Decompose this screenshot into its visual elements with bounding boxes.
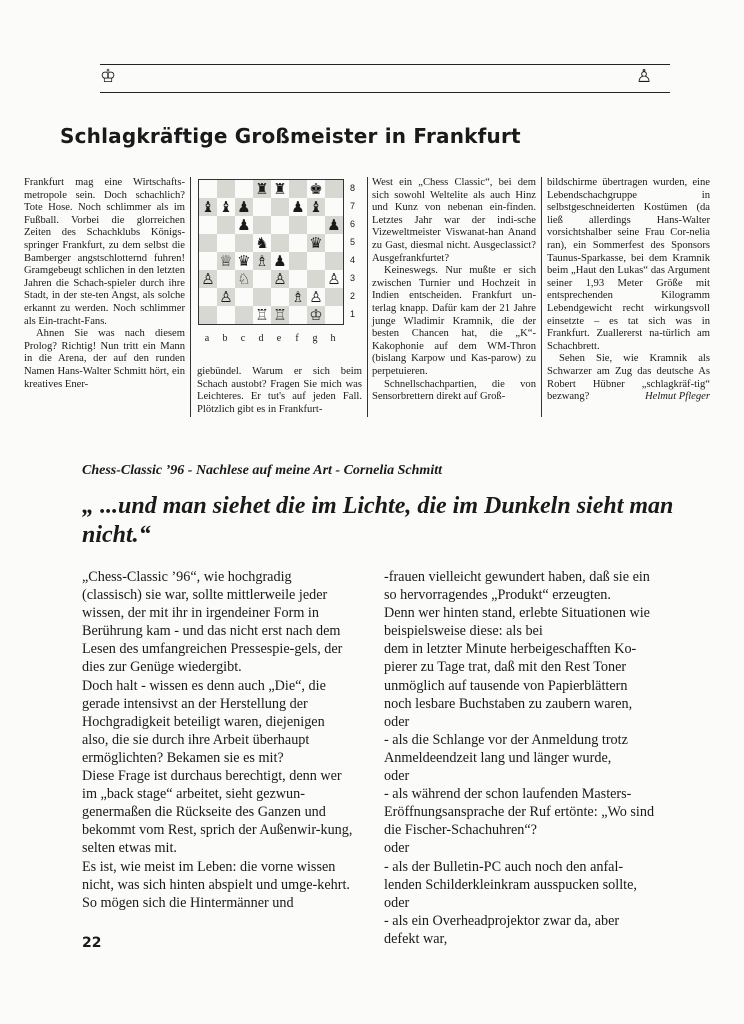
board-square-d8: ♜: [253, 180, 271, 198]
file-label: b: [222, 333, 228, 344]
rank-label: 4: [350, 255, 356, 265]
board-square-d6: [253, 216, 271, 234]
feature-subtitle: Chess-Classic ’96 - Nachlese auf meine Art - Cornelia Schmitt: [82, 463, 442, 478]
board-square-h8: [325, 180, 343, 198]
board-square-g6: [307, 216, 325, 234]
rank-label: 5: [350, 237, 356, 247]
paragraph: dem in letzter Minute herbeigeschafften Ko-pierer zu Tage trat, daß mit den Rest Toner unmöglich auf tausende von Papierblättern noch lesbare Buchstaben zu zaubern waren,: [384, 641, 637, 712]
board-square-f4: [289, 252, 307, 270]
board-square-e8: ♜: [271, 180, 289, 198]
board-square-c2: [235, 288, 253, 306]
board-square-h2: [325, 288, 343, 306]
board-square-c6: ♟: [235, 216, 253, 234]
board-square-c4: ♛: [235, 252, 253, 270]
board-square-f5: [289, 234, 307, 252]
paragraph: Denn wer hinten stand, erlebte Situationen wie beispielsweise diese: als bei: [384, 605, 650, 640]
board-square-b3: [217, 270, 235, 288]
board-square-d7: [253, 198, 271, 216]
board-square-f7: ♟: [289, 198, 307, 216]
board-square-a6: [199, 216, 217, 234]
board-square-h3: ♙: [325, 270, 343, 288]
board-square-f8: [289, 180, 307, 198]
paragraph: Schnellschachpartien, die von Sensorbrettern direkt auf Groß-: [372, 378, 536, 403]
rank-label: 1: [350, 309, 356, 319]
board-square-d5: ♞: [253, 234, 271, 252]
paragraph: Diese Frage ist durchaus berechtigt, denn wer im „back stage“ arbeitet, sieht gezwun-genermaßen die Rückseite des Ganzen und bekommt vom Rest, sprich der Außenwir-kung, selten etwas mit.: [82, 768, 353, 857]
page-number: 22: [82, 935, 102, 951]
rank-label: 7: [350, 201, 356, 211]
board-square-g4: [307, 252, 325, 270]
chess-diagram: [198, 179, 344, 325]
rank-label: 6: [350, 219, 356, 229]
board-square-b7: ♝: [217, 198, 235, 216]
paragraph-text: Sehen Sie, wie Kramnik als Schwarzer am Zug das deutsche As Robert Hübner „schlagkräf-tig“ bezwang?: [547, 353, 710, 403]
board-square-b8: [217, 180, 235, 198]
board-square-h1: [325, 306, 343, 324]
rank-label: 2: [350, 291, 356, 301]
paragraph: -frauen vielleicht gewundert haben, daß sie ein so hervorragendes „Produkt“ erzeugten.: [384, 569, 650, 604]
file-label: e: [276, 333, 282, 344]
board-square-f6: [289, 216, 307, 234]
board-square-b6: [217, 216, 235, 234]
header-rule-bottom: [100, 92, 670, 93]
board-square-h4: [325, 252, 343, 270]
paragraph: bildschirme übertragen wurden, eine Lebendschachgruppe in selbstgeschneiderten Kostümen (da ließ allerdings Hans-Walter vorsichtshalber seine Frau Cor-nelia ran), ein Sommerfest des Sponsors Taunus-Sparkasse, bei dem Kramnik beim „Haut den Lukas“ das Argument seiner 1,93 Meter Größe mit entsprechenden Kilogramm Lebendgewicht recht wirkungsvoll einsetzte – es tat sich was in Frankfurt. Zuallererst na-türlich am Schachbrett.: [547, 177, 710, 352]
board-square-e5: [271, 234, 289, 252]
board-square-c8: [235, 180, 253, 198]
board-square-e7: [271, 198, 289, 216]
board-square-a8: [199, 180, 217, 198]
board-square-f2: ♗: [289, 288, 307, 306]
board-square-a4: [199, 252, 217, 270]
paragraph: Doch halt - wissen es denn auch „Die“, die gerade intensivst an der Herstellung der Hochgradigkeit beteiligt waren, diejenigen also, die sie durch ihre Arbeit überhaupt ermöglichten? Bekamen sie es mit?: [82, 677, 326, 766]
author-signature: Helmut Pfleger: [644, 391, 710, 403]
board-square-c5: [235, 234, 253, 252]
feature-column-right: [384, 568, 656, 948]
board-square-d4: ♗: [253, 252, 271, 270]
file-labels: [198, 333, 342, 344]
paragraph: - als ein Overheadprojektor zwar da, aber defekt war,: [384, 912, 620, 947]
board-square-b4: ♕: [217, 252, 235, 270]
paragraph: Ahnen Sie was nach diesem Prolog? Richtig! Nun tritt ein Mann in die Arena, der auf den runden Namen Hans-Walter Schmitt hört, ein kreatives Ener-: [24, 328, 185, 390]
article-column-3: [372, 177, 536, 404]
header-rule-top: [100, 64, 670, 65]
board-square-h6: ♟: [325, 216, 343, 234]
board-square-a3: ♙: [199, 270, 217, 288]
feature-column-left: [82, 568, 354, 912]
article-column-4: [547, 177, 710, 404]
board-square-e6: [271, 216, 289, 234]
pawn-icon: ♙: [636, 66, 653, 87]
board-square-h7: [325, 198, 343, 216]
board-square-d3: [253, 270, 271, 288]
board-square-c7: ♟: [235, 198, 253, 216]
board-square-g2: ♙: [307, 288, 325, 306]
file-label: f: [295, 333, 299, 344]
paragraph: So mögen sich die Hintermänner und: [82, 894, 294, 911]
paragraph: oder: [384, 768, 410, 785]
board-square-d2: [253, 288, 271, 306]
board-square-a7: ♝: [199, 198, 217, 216]
rank-label: 3: [350, 273, 356, 283]
board-square-b1: [217, 306, 235, 324]
paragraph: - als der Bulletin-PC auch noch den anfal-lenden Schilderkleinkram ausspucken sollte,: [384, 858, 637, 893]
article-column-1: [24, 177, 185, 391]
file-label: a: [204, 333, 210, 344]
board-square-b5: [217, 234, 235, 252]
paragraph: oder: [384, 894, 410, 911]
board-square-d1: ♖: [253, 306, 271, 324]
board-square-g7: ♝: [307, 198, 325, 216]
board-square-e2: [271, 288, 289, 306]
board-square-c1: [235, 306, 253, 324]
board-square-g8: ♚: [307, 180, 325, 198]
file-label: c: [240, 333, 246, 344]
column-divider: [367, 177, 368, 417]
file-label: h: [330, 333, 336, 344]
board-square-g3: [307, 270, 325, 288]
board-square-g1: ♔: [307, 306, 325, 324]
board-square-c3: ♘: [235, 270, 253, 288]
board-square-f1: [289, 306, 307, 324]
paragraph: [547, 353, 710, 403]
board-square-e4: ♟: [271, 252, 289, 270]
paragraph: Frankfurt mag eine Wirtschafts-metropole sein. Doch schachlich? Tote Hose. Noch schlimmer als im Fußball. Vorbei die glorreichen Zeiten des Schachklubs Königs-springer Frankfurt, zu dem selbst die Bamberger angstschlotternd fuhren! Gramgebeugt schlichen in den letzten Jahren die Schach-spieler durch ihre Stadt, in der ste-ten Angst, als solche erkannt zu werden. Noch schlimmer als Ein-tracht-Fans.: [24, 177, 185, 327]
paragraph: giebündel. Warum er sich beim Schach austobt? Fragen Sie mich was Leichteres. Er tut's auf jeden Fall. Plötzlich gibt es in Frankfurt-: [197, 366, 362, 415]
paragraph: „Chess-Classic ’96“, wie hochgradig (classisch) sie war, sollte mittlerweile jeder wissen, der mit ihr in irgendeiner Form in Berührung kam - und das nicht erst nach dem Lesen des umfangreichen Pressespie-gels, der dies zur Genüge wiedergibt.: [82, 569, 343, 676]
board-square-e1: ♖: [271, 306, 289, 324]
article-column-2: [197, 366, 362, 416]
board-square-b2: ♙: [217, 288, 235, 306]
column-divider: [190, 177, 191, 417]
rank-label: 8: [350, 183, 356, 193]
paragraph: - als während der schon laufenden Masters-Eröffnungsansprache der Ruf ertönte: „Wo sind die Fischer-Schachuhren“?: [384, 786, 655, 839]
board-square-e3: ♙: [271, 270, 289, 288]
paragraph: oder: [384, 713, 410, 730]
board-square-g5: ♛: [307, 234, 325, 252]
file-label: g: [312, 333, 318, 344]
board-square-a5: [199, 234, 217, 252]
board-square-a2: [199, 288, 217, 306]
feature-headline-quote: „ ...und man siehet die im Lichte, die im Dunkeln sieht man nicht.“: [82, 493, 674, 548]
board-square-a1: [199, 306, 217, 324]
board-square-f3: [289, 270, 307, 288]
king-icon: ♔: [100, 66, 117, 87]
column-divider: [541, 177, 542, 417]
article-title: Schlagkräftige Großmeister in Frankfurt: [60, 124, 521, 148]
board-square-h5: [325, 234, 343, 252]
paragraph: Keineswegs. Nur mußte er sich zwischen Turnier und Hochzeit in Indien entscheiden. Frankfurt un-terlag knapp. Dafür kam der 21 Jahre junge Wladimir Kramnik, die der besten Chancen hat, die „K“-Kakophonie auf dem WM-Thron (bislang Karpow und Kas-parow) zu perpetuieren.: [372, 265, 536, 377]
paragraph: - als die Schlange vor der Anmeldung trotz Anmeldeendzeit lang und länger wurde,: [384, 731, 628, 766]
paragraph: Es ist, wie meist im Leben: die vorne wissen nicht, was sich hinten abspielt und umge-kehrt.: [82, 858, 350, 893]
paragraph: West ein „Chess Classic“, bei dem sich sowohl Weltelite als auch Hinz und Kunz von nebenan ein-finden. Letztes Jahr war der indi-sche Vizeweltmeister Viswanat-han Anand zu Gast, diesmal nicht. Ausgeclassict? Ausgefrankfurtet?: [372, 177, 536, 264]
file-label: d: [258, 333, 264, 344]
paragraph: oder: [384, 840, 410, 857]
